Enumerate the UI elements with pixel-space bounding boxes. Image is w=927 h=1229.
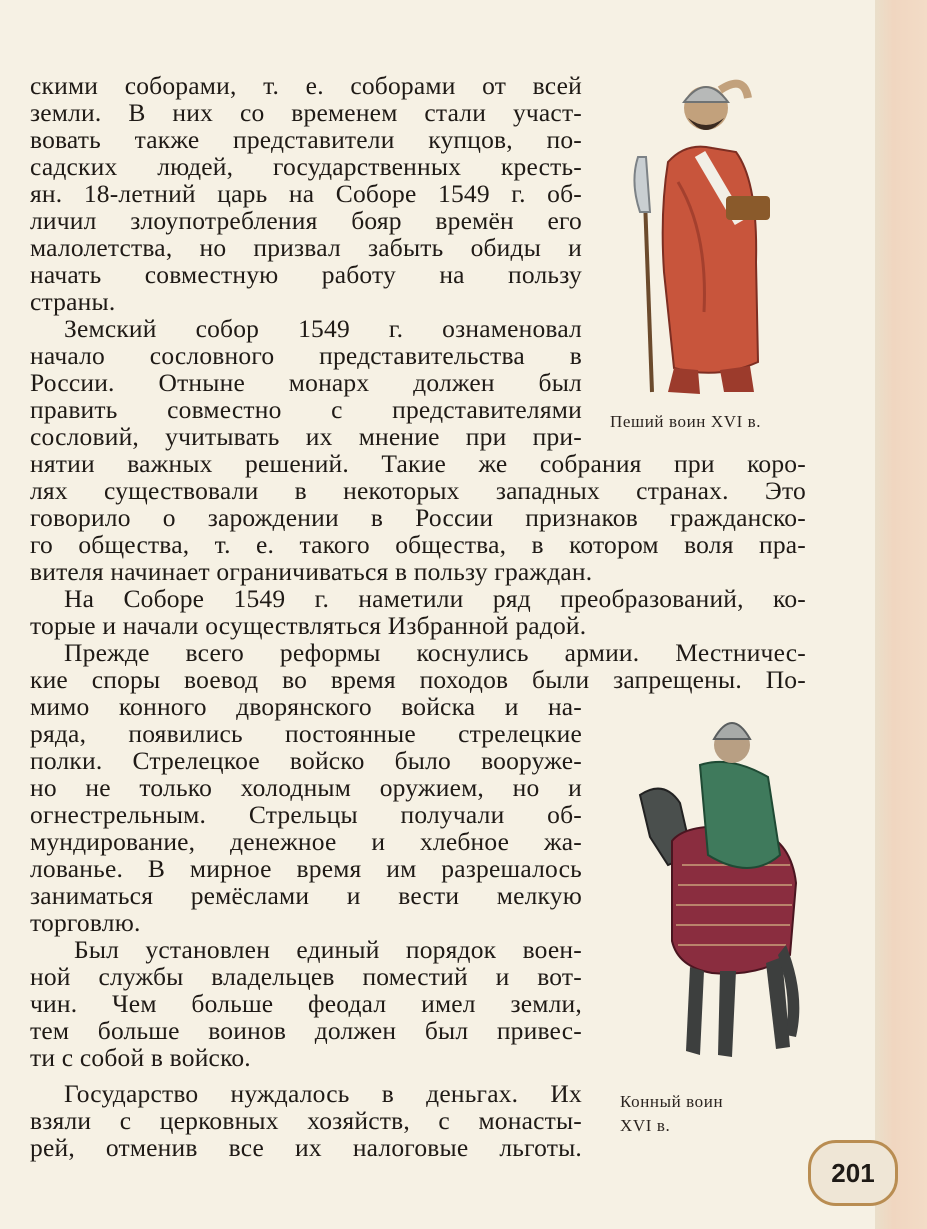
text-line: Земский собор 1549 г. ознаменовал <box>64 314 582 343</box>
text-line: начало сословного представительства в <box>30 341 582 370</box>
text-line: лях существовали в некоторых западных странах. Это <box>30 476 806 505</box>
text-line: торые и начали осуществляться Избранной радой. <box>30 611 587 640</box>
text-line: нятии важных решений. Такие же собрания при коро- <box>30 449 806 478</box>
foot-soldier-illustration <box>608 62 788 402</box>
text-line: личил злоупотребления бояр времён его <box>30 206 582 235</box>
text-line: править совместно с представителями <box>30 395 582 424</box>
text-line: страны. <box>30 287 116 316</box>
text-line: мимо конного дворянского войска и на- <box>30 692 582 721</box>
text-line: кие споры воевод во время походов были запрещены. По- <box>30 665 806 694</box>
text-line: мундирование, денежное и хлебное жа- <box>30 827 582 856</box>
text-line: скими соборами, т. е. соборами от всей <box>30 71 582 100</box>
text-line: начать совместную работу на пользу <box>30 260 582 289</box>
text-line: ти с собой в войско. <box>30 1043 251 1072</box>
text-line: России. Отныне монарх должен был <box>30 368 582 397</box>
horse-soldier-caption-line1: Конный воин <box>620 1092 724 1111</box>
text-line: огнестрельным. Стрельцы получали об- <box>30 800 582 829</box>
page-edge <box>875 0 927 1229</box>
page-number: 201 <box>808 1140 898 1206</box>
text-line: Был установлен единый порядок воен- <box>74 935 582 964</box>
text-line: вовать также представители купцов, по- <box>30 125 582 154</box>
text-line: заниматься ремёслами и вести мелкую <box>30 881 582 910</box>
text-line: чин. Чем больше феодал имел земли, <box>30 989 582 1018</box>
text-line: тем больше воинов должен был привес- <box>30 1016 582 1045</box>
horse-soldier-illustration <box>620 705 810 1075</box>
text-line: малолетства, но призвал забыть обиды и <box>30 233 582 262</box>
text-line: садских людей, государственных кресть- <box>30 152 582 181</box>
text-line: На Соборе 1549 г. наметили ряд преобразований, ко- <box>64 584 806 613</box>
horse-soldier-caption-line2: XVI в. <box>620 1116 671 1135</box>
text-line: рей, отменив все их налоговые льготы. <box>30 1133 582 1162</box>
text-line: взяли с церковных хозяйств, с монасты- <box>30 1106 582 1135</box>
text-line: сословий, учитывать их мнение при при- <box>30 422 582 451</box>
text-line: но не только холодным оружием, но и <box>30 773 582 802</box>
text-line: Прежде всего реформы коснулись армии. Местничес- <box>64 638 806 667</box>
text-line: говорило о зарождении в России признаков гражданско- <box>30 503 806 532</box>
text-line: го общества, т. е. такого общества, в котором воля пра- <box>30 530 806 559</box>
text-line: торговлю. <box>30 908 141 937</box>
text-line: ряда, появились постоянные стрелецкие <box>30 719 582 748</box>
text-line: земли. В них со временем стали участ- <box>30 98 582 127</box>
text-line: вителя начинает ограничиваться в пользу граждан. <box>30 557 593 586</box>
text-line: ной службы владельцев поместий и вот- <box>30 962 582 991</box>
text-line: ян. 18-летний царь на Соборе 1549 г. об- <box>30 179 582 208</box>
text-line: полки. Стрелецкое войско было вооруже- <box>30 746 582 775</box>
foot-soldier-caption: Пеший воин XVI в. <box>610 412 762 431</box>
text-line: Государство нуждалось в деньгах. Их <box>64 1079 582 1108</box>
text-line: лованье. В мирное время им разрешалось <box>30 854 582 883</box>
